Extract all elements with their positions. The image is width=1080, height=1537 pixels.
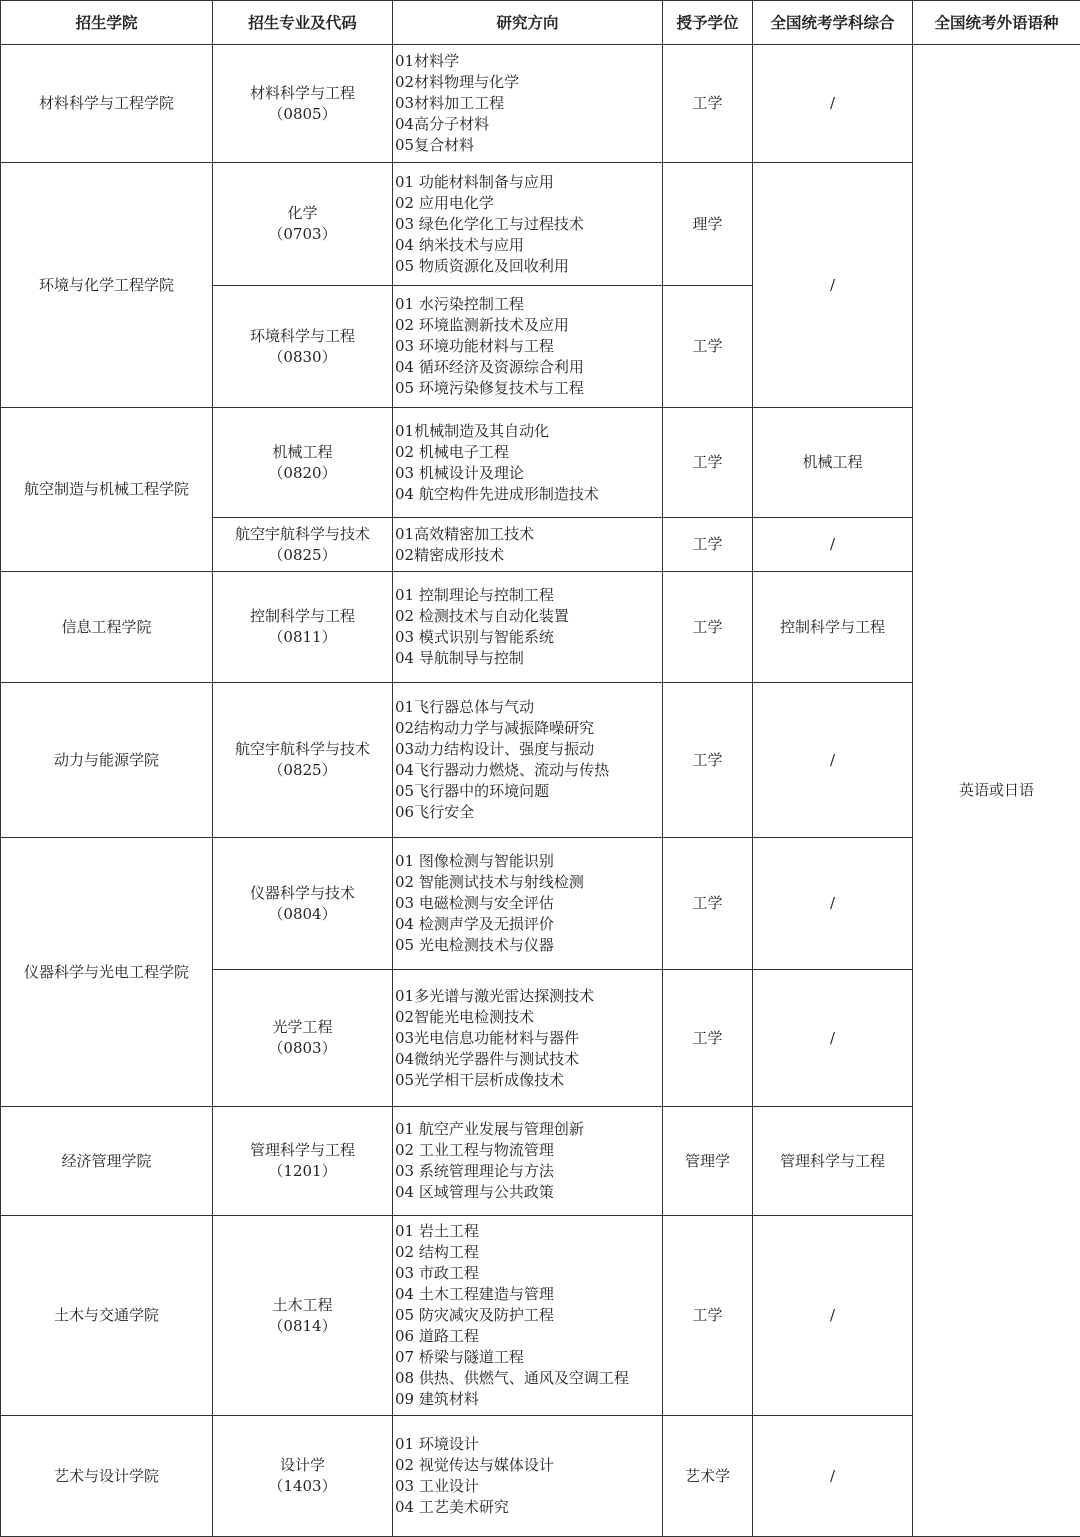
major-cell <box>213 1416 393 1537</box>
direction-item: 02 视觉传达与媒体设计 <box>395 1455 660 1476</box>
major-code: （0830） <box>215 347 390 368</box>
major-code: （0805） <box>215 104 390 125</box>
college-cell: 仪器科学与光电工程学院 <box>1 838 213 1107</box>
major-code: （0803） <box>215 1038 390 1059</box>
degree-cell: 艺术学 <box>663 1416 753 1537</box>
direction-item: 05 物质资源化及回收利用 <box>395 256 660 277</box>
direction-item: 04 纳米技术与应用 <box>395 235 660 256</box>
direction-item: 02材料物理与化学 <box>395 72 660 93</box>
college-cell: 材料科学与工程学院 <box>1 45 213 163</box>
direction-item: 02 工业工程与物流管理 <box>395 1140 660 1161</box>
directions-cell <box>393 683 663 838</box>
major-code: （1201） <box>215 1161 390 1182</box>
header-degree: 授予学位 <box>663 1 753 45</box>
direction-item: 03光电信息功能材料与器件 <box>395 1028 660 1049</box>
direction-item: 01飞行器总体与气动 <box>395 697 660 718</box>
direction-item: 01 环境设计 <box>395 1434 660 1455</box>
exam-subject-cell: 机械工程 <box>753 408 913 518</box>
college-cell: 环境与化学工程学院 <box>1 163 213 408</box>
direction-item: 01材料学 <box>395 51 660 72</box>
college-cell: 信息工程学院 <box>1 572 213 683</box>
directions-cell <box>393 1216 663 1416</box>
exam-subject-cell: / <box>753 970 913 1107</box>
directions-cell <box>393 572 663 683</box>
major-code: （0703） <box>215 224 390 245</box>
direction-item: 01 控制理论与控制工程 <box>395 585 660 606</box>
direction-item: 01 功能材料制备与应用 <box>395 172 660 193</box>
exam-subject-cell: / <box>753 163 913 408</box>
header-row <box>1 1 1080 45</box>
major-cell <box>213 1216 393 1416</box>
college-cell: 航空制造与机械工程学院 <box>1 408 213 572</box>
direction-item: 02 机械电子工程 <box>395 442 660 463</box>
exam-subject-cell: / <box>753 45 913 163</box>
direction-item: 02精密成形技术 <box>395 545 660 566</box>
major-cell <box>213 970 393 1107</box>
major-cell <box>213 286 393 408</box>
direction-item: 05光学相干层析成像技术 <box>395 1070 660 1091</box>
major-code: （0811） <box>215 627 390 648</box>
degree-cell: 工学 <box>663 286 753 408</box>
direction-item: 03 电磁检测与安全评估 <box>395 893 660 914</box>
direction-item: 03 系统管理理论与方法 <box>395 1161 660 1182</box>
major-name: 航空宇航科学与技术 <box>215 524 390 545</box>
major-code: （0804） <box>215 904 390 925</box>
direction-item: 05 光电检测技术与仪器 <box>395 935 660 956</box>
header-directions: 研究方向 <box>393 1 663 45</box>
exam-subject-cell: / <box>753 518 913 572</box>
table-row <box>1 45 1080 163</box>
direction-item: 04 航空构件先进成形制造技术 <box>395 484 660 505</box>
directions-cell <box>393 286 663 408</box>
college-cell: 土木与交通学院 <box>1 1216 213 1416</box>
college-cell: 动力与能源学院 <box>1 683 213 838</box>
direction-item: 04 土木工程建造与管理 <box>395 1284 660 1305</box>
direction-item: 05 环境污染修复技术与工程 <box>395 378 660 399</box>
direction-item: 03 市政工程 <box>395 1263 660 1284</box>
direction-item: 04 工艺美术研究 <box>395 1497 660 1518</box>
major-cell <box>213 683 393 838</box>
exam-subject-cell: 管理科学与工程 <box>753 1107 913 1216</box>
foreign-language-cell: 英语或日语 <box>913 45 1080 1537</box>
major-code: （0814） <box>215 1316 390 1337</box>
direction-item: 04 区域管理与公共政策 <box>395 1182 660 1203</box>
major-name: 控制科学与工程 <box>215 606 390 627</box>
direction-item: 06飞行安全 <box>395 802 660 823</box>
major-name: 仪器科学与技术 <box>215 883 390 904</box>
directions-cell <box>393 408 663 518</box>
direction-item: 09 建筑材料 <box>395 1389 660 1410</box>
direction-item: 01多光谱与激光雷达探测技术 <box>395 986 660 1007</box>
direction-item: 01 航空产业发展与管理创新 <box>395 1119 660 1140</box>
major-name: 光学工程 <box>215 1017 390 1038</box>
major-name: 机械工程 <box>215 442 390 463</box>
direction-item: 02 应用电化学 <box>395 193 660 214</box>
degree-cell: 理学 <box>663 163 753 286</box>
degree-cell: 工学 <box>663 45 753 163</box>
degree-cell: 工学 <box>663 518 753 572</box>
direction-item: 03动力结构设计、强度与振动 <box>395 739 660 760</box>
major-name: 管理科学与工程 <box>215 1140 390 1161</box>
directions-cell <box>393 838 663 970</box>
major-name: 化学 <box>215 203 390 224</box>
degree-cell: 管理学 <box>663 1107 753 1216</box>
direction-item: 02结构动力学与减振降噪研究 <box>395 718 660 739</box>
degree-cell: 工学 <box>663 838 753 970</box>
direction-item: 03 模式识别与智能系统 <box>395 627 660 648</box>
directions-cell <box>393 518 663 572</box>
college-cell: 艺术与设计学院 <box>1 1416 213 1537</box>
directions-cell <box>393 1107 663 1216</box>
direction-item: 03 环境功能材料与工程 <box>395 336 660 357</box>
direction-item: 01机械制造及其自动化 <box>395 421 660 442</box>
directions-cell <box>393 970 663 1107</box>
direction-item: 08 供热、供燃气、通风及空调工程 <box>395 1368 660 1389</box>
major-name: 设计学 <box>215 1455 390 1476</box>
header-foreign-language: 全国统考外语语种 <box>913 1 1080 45</box>
major-code: （0825） <box>215 545 390 566</box>
direction-item: 04 导航制导与控制 <box>395 648 660 669</box>
exam-subject-cell: / <box>753 1416 913 1537</box>
direction-item: 02智能光电检测技术 <box>395 1007 660 1028</box>
major-cell <box>213 572 393 683</box>
major-name: 材料科学与工程 <box>215 83 390 104</box>
exam-subject-cell: / <box>753 838 913 970</box>
directions-cell <box>393 1416 663 1537</box>
direction-item: 07 桥梁与隧道工程 <box>395 1347 660 1368</box>
header-major: 招生专业及代码 <box>213 1 393 45</box>
direction-item: 02 结构工程 <box>395 1242 660 1263</box>
direction-item: 04飞行器动力燃烧、流动与传热 <box>395 760 660 781</box>
direction-item: 04微纳光学器件与测试技术 <box>395 1049 660 1070</box>
direction-item: 01 水污染控制工程 <box>395 294 660 315</box>
degree-cell: 工学 <box>663 1216 753 1416</box>
direction-item: 04 检测声学及无损评价 <box>395 914 660 935</box>
major-code: （1403） <box>215 1476 390 1497</box>
direction-item: 02 检测技术与自动化装置 <box>395 606 660 627</box>
header-college: 招生学院 <box>1 1 213 45</box>
direction-item: 05 防灾减灾及防护工程 <box>395 1305 660 1326</box>
direction-item: 04高分子材料 <box>395 114 660 135</box>
exam-subject-cell: / <box>753 1216 913 1416</box>
degree-cell: 工学 <box>663 970 753 1107</box>
header-exam-subject: 全国统考学科综合 <box>753 1 913 45</box>
major-cell <box>213 838 393 970</box>
major-cell <box>213 45 393 163</box>
major-cell <box>213 1107 393 1216</box>
direction-item: 01 图像检测与智能识别 <box>395 851 660 872</box>
major-code: （0820） <box>215 463 390 484</box>
major-name: 航空宇航科学与技术 <box>215 739 390 760</box>
direction-item: 03 机械设计及理论 <box>395 463 660 484</box>
direction-item: 01 岩土工程 <box>395 1221 660 1242</box>
major-cell <box>213 408 393 518</box>
exam-subject-cell: 控制科学与工程 <box>753 572 913 683</box>
direction-item: 02 环境监测新技术及应用 <box>395 315 660 336</box>
major-cell <box>213 163 393 286</box>
major-name: 土木工程 <box>215 1295 390 1316</box>
directions-cell <box>393 45 663 163</box>
degree-cell: 工学 <box>663 683 753 838</box>
major-cell <box>213 518 393 572</box>
direction-item: 03 绿色化学化工与过程技术 <box>395 214 660 235</box>
direction-item: 01高效精密加工技术 <box>395 524 660 545</box>
direction-item: 03 工业设计 <box>395 1476 660 1497</box>
major-code: （0825） <box>215 760 390 781</box>
major-name: 环境科学与工程 <box>215 326 390 347</box>
direction-item: 04 循环经济及资源综合利用 <box>395 357 660 378</box>
directions-cell <box>393 163 663 286</box>
direction-item: 03材料加工工程 <box>395 93 660 114</box>
exam-subject-cell: / <box>753 683 913 838</box>
degree-cell: 工学 <box>663 572 753 683</box>
direction-item: 06 道路工程 <box>395 1326 660 1347</box>
college-cell: 经济管理学院 <box>1 1107 213 1216</box>
direction-item: 02 智能测试技术与射线检测 <box>395 872 660 893</box>
direction-item: 05复合材料 <box>395 135 660 156</box>
degree-cell: 工学 <box>663 408 753 518</box>
direction-item: 05飞行器中的环境问题 <box>395 781 660 802</box>
